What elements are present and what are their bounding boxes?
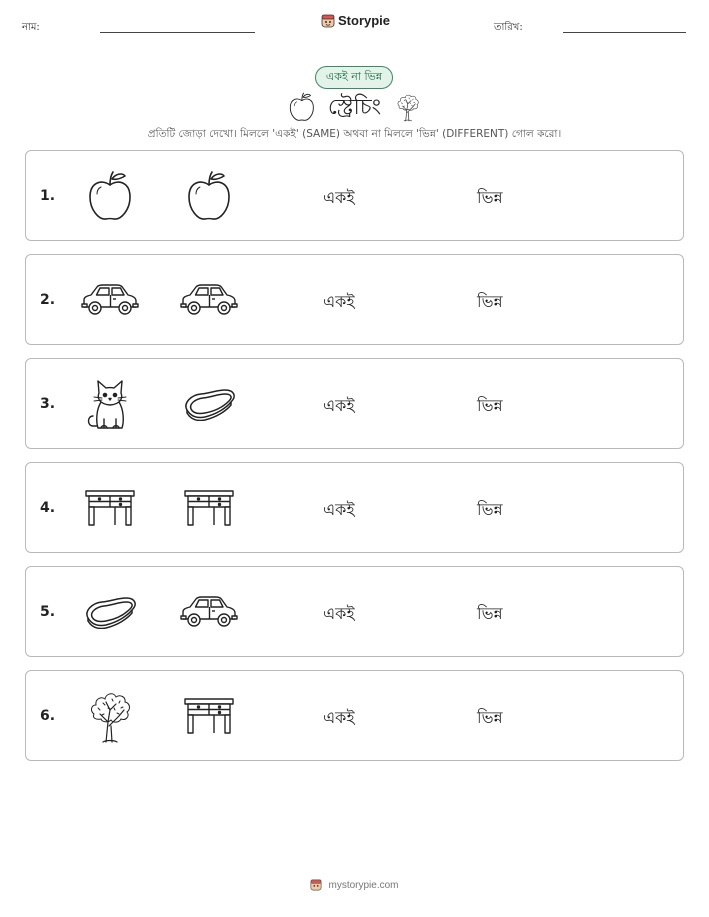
instructions: প্রতিটি জোড়া দেখো। মিললে 'একই' (SAME) অথবা না মিললে 'ভিন্ন' (DIFFERENT) গোল করো।: [147, 128, 562, 140]
storypie-mascot-icon: [310, 879, 322, 891]
same-option[interactable]: একই: [323, 500, 355, 519]
desk-icon: [184, 489, 234, 527]
left-picture: [81, 271, 139, 329]
brand-name: Storypie: [338, 13, 391, 28]
car-icon: [180, 282, 238, 318]
question-card: [25, 254, 684, 345]
right-picture: [180, 583, 238, 641]
different-option[interactable]: ভিন্ন: [477, 708, 503, 727]
question-card: [25, 150, 684, 241]
question-card: [25, 670, 684, 761]
left-picture: [81, 375, 139, 433]
question-number: 2.: [40, 292, 56, 308]
page-title: স্ট্রেচিং: [327, 95, 382, 120]
same-option[interactable]: একই: [323, 188, 355, 207]
tree-icon: [86, 688, 134, 744]
question-number: 1.: [40, 188, 56, 204]
right-picture: [180, 479, 238, 537]
same-option[interactable]: একই: [323, 396, 355, 415]
apple-icon: [185, 170, 233, 222]
brand-logo: [321, 13, 390, 28]
rubber-band-icon: [82, 595, 138, 629]
different-option[interactable]: ভিন্ন: [477, 292, 503, 311]
date-label: তারিখ:: [494, 22, 523, 33]
question-card: [25, 566, 684, 657]
footer-url: mystorypie.com: [328, 879, 399, 891]
same-option[interactable]: একই: [323, 604, 355, 623]
apple-icon: [86, 170, 134, 222]
right-picture: [180, 375, 238, 433]
same-option[interactable]: একই: [323, 708, 355, 727]
car-icon: [180, 594, 238, 630]
footer: [0, 879, 709, 891]
apple-icon: [288, 92, 316, 126]
left-picture: [81, 583, 139, 641]
question-number: 5.: [40, 604, 56, 620]
question-number: 3.: [40, 396, 56, 412]
storypie-mascot-icon: [321, 14, 335, 28]
right-picture: [180, 687, 238, 745]
car-icon: [81, 282, 139, 318]
date-field[interactable]: [563, 32, 686, 33]
question-card: [25, 358, 684, 449]
right-picture: [180, 167, 238, 225]
cat-icon: [85, 376, 135, 432]
tree-icon: [395, 92, 421, 126]
left-picture: [81, 479, 139, 537]
name-label: নাম:: [22, 22, 40, 33]
different-option[interactable]: ভিন্ন: [477, 500, 503, 519]
name-field[interactable]: [100, 32, 255, 33]
worksheet-type-badge: একই না ভিন্ন: [315, 66, 393, 89]
different-option[interactable]: ভিন্ন: [477, 188, 503, 207]
question-card: [25, 462, 684, 553]
right-picture: [180, 271, 238, 329]
question-number: 6.: [40, 708, 56, 724]
same-option[interactable]: একই: [323, 292, 355, 311]
rubber-band-icon: [181, 387, 237, 421]
desk-icon: [184, 697, 234, 735]
left-picture: [81, 687, 139, 745]
left-picture: [81, 167, 139, 225]
question-number: 4.: [40, 500, 56, 516]
desk-icon: [85, 489, 135, 527]
different-option[interactable]: ভিন্ন: [477, 396, 503, 415]
different-option[interactable]: ভিন্ন: [477, 604, 503, 623]
